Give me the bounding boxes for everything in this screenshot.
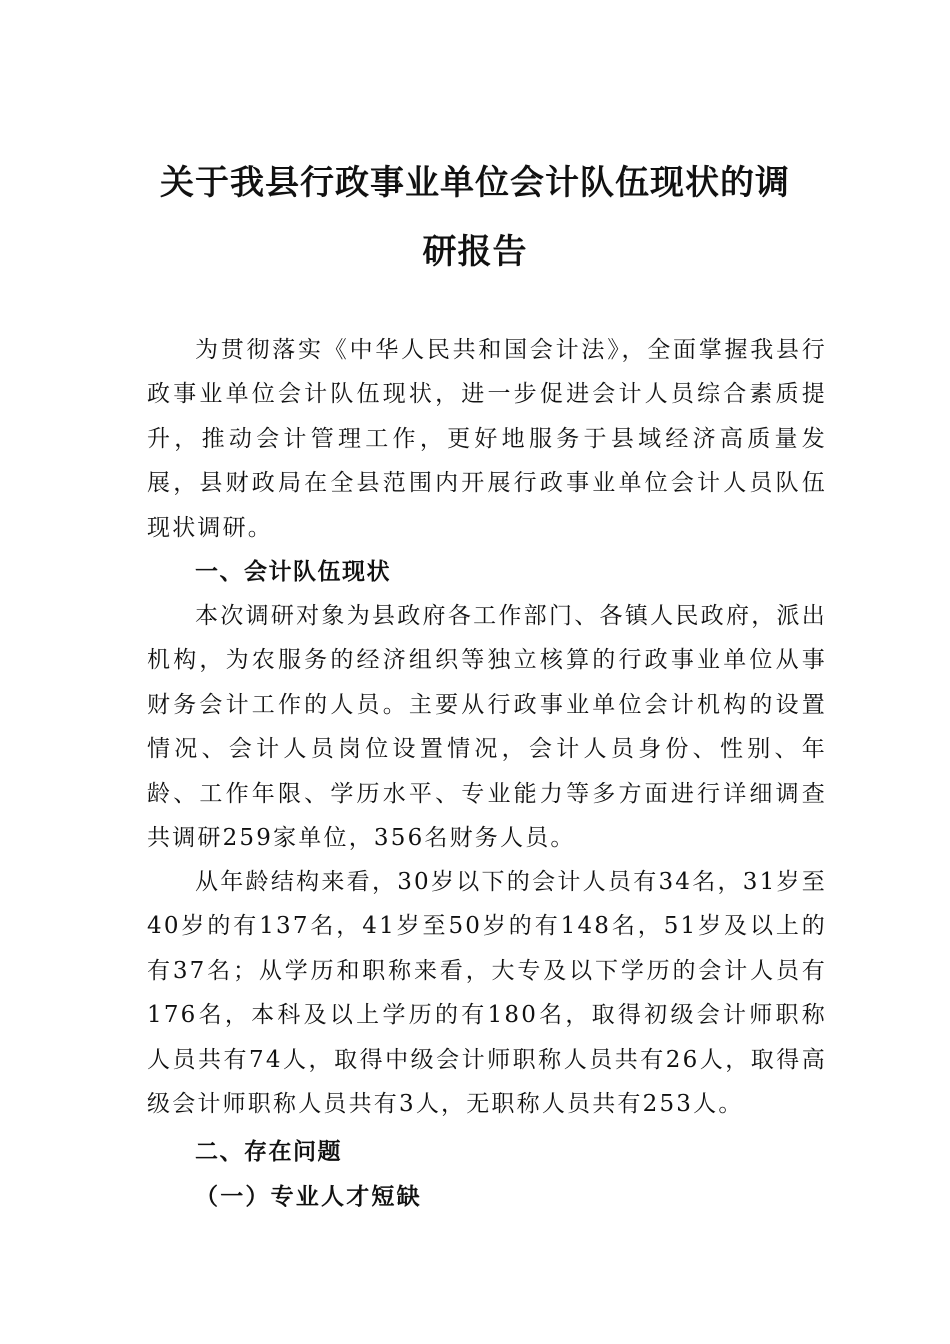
document-title-line-1: 关于我县行政事业单位会计队伍现状的调 — [160, 163, 790, 203]
subsection-heading-talent-shortage: （一）专业人才短缺 — [195, 1183, 422, 1210]
intro-paragraph: 为贯彻落实《中华人民共和国会计法》，全面掌握我县行政事业单位会计队伍现状，进一步促进会计人员综合素质提升，推动会计管理工作，更好地服务于县域经济高质量发展，县财政局在全县范围内开展行政事业单位会计人员队伍现状调研。 — [147, 337, 827, 541]
section-heading-problems: 二、存在问题 — [195, 1139, 342, 1165]
section-heading-current-status: 一、会计队伍现状 — [195, 559, 391, 585]
document-title-line-2: 研报告 — [422, 232, 528, 272]
survey-scope-paragraph: 本次调研对象为县政府各工作部门、各镇人民政府，派出机构，为农服务的经济组织等独立核算的行政事业单位从事财务会计工作的人员。主要从行政事业单位会计机构的设置情况、会计人员岗位设置情况，会计人员身份、性别、年龄、工作年限、学历水平、专业能力等多方面进行详细调查共调研259家单位，356名财务人员。 — [147, 603, 827, 852]
statistics-paragraph: 从年龄结构来看，30岁以下的会计人员有34名，31岁至40岁的有137名，41岁至50岁的有148名，51岁及以上的有37名；从学历和职称来看，大专及以下学历的会计人员有176名，本科及以上学历的有180名，取得初级会计师职称人员共有74人，取得中级会计师职称人员共有26人，取得高级会计师职称人员共有3人，无职称人员共有253人。 — [147, 869, 827, 1118]
